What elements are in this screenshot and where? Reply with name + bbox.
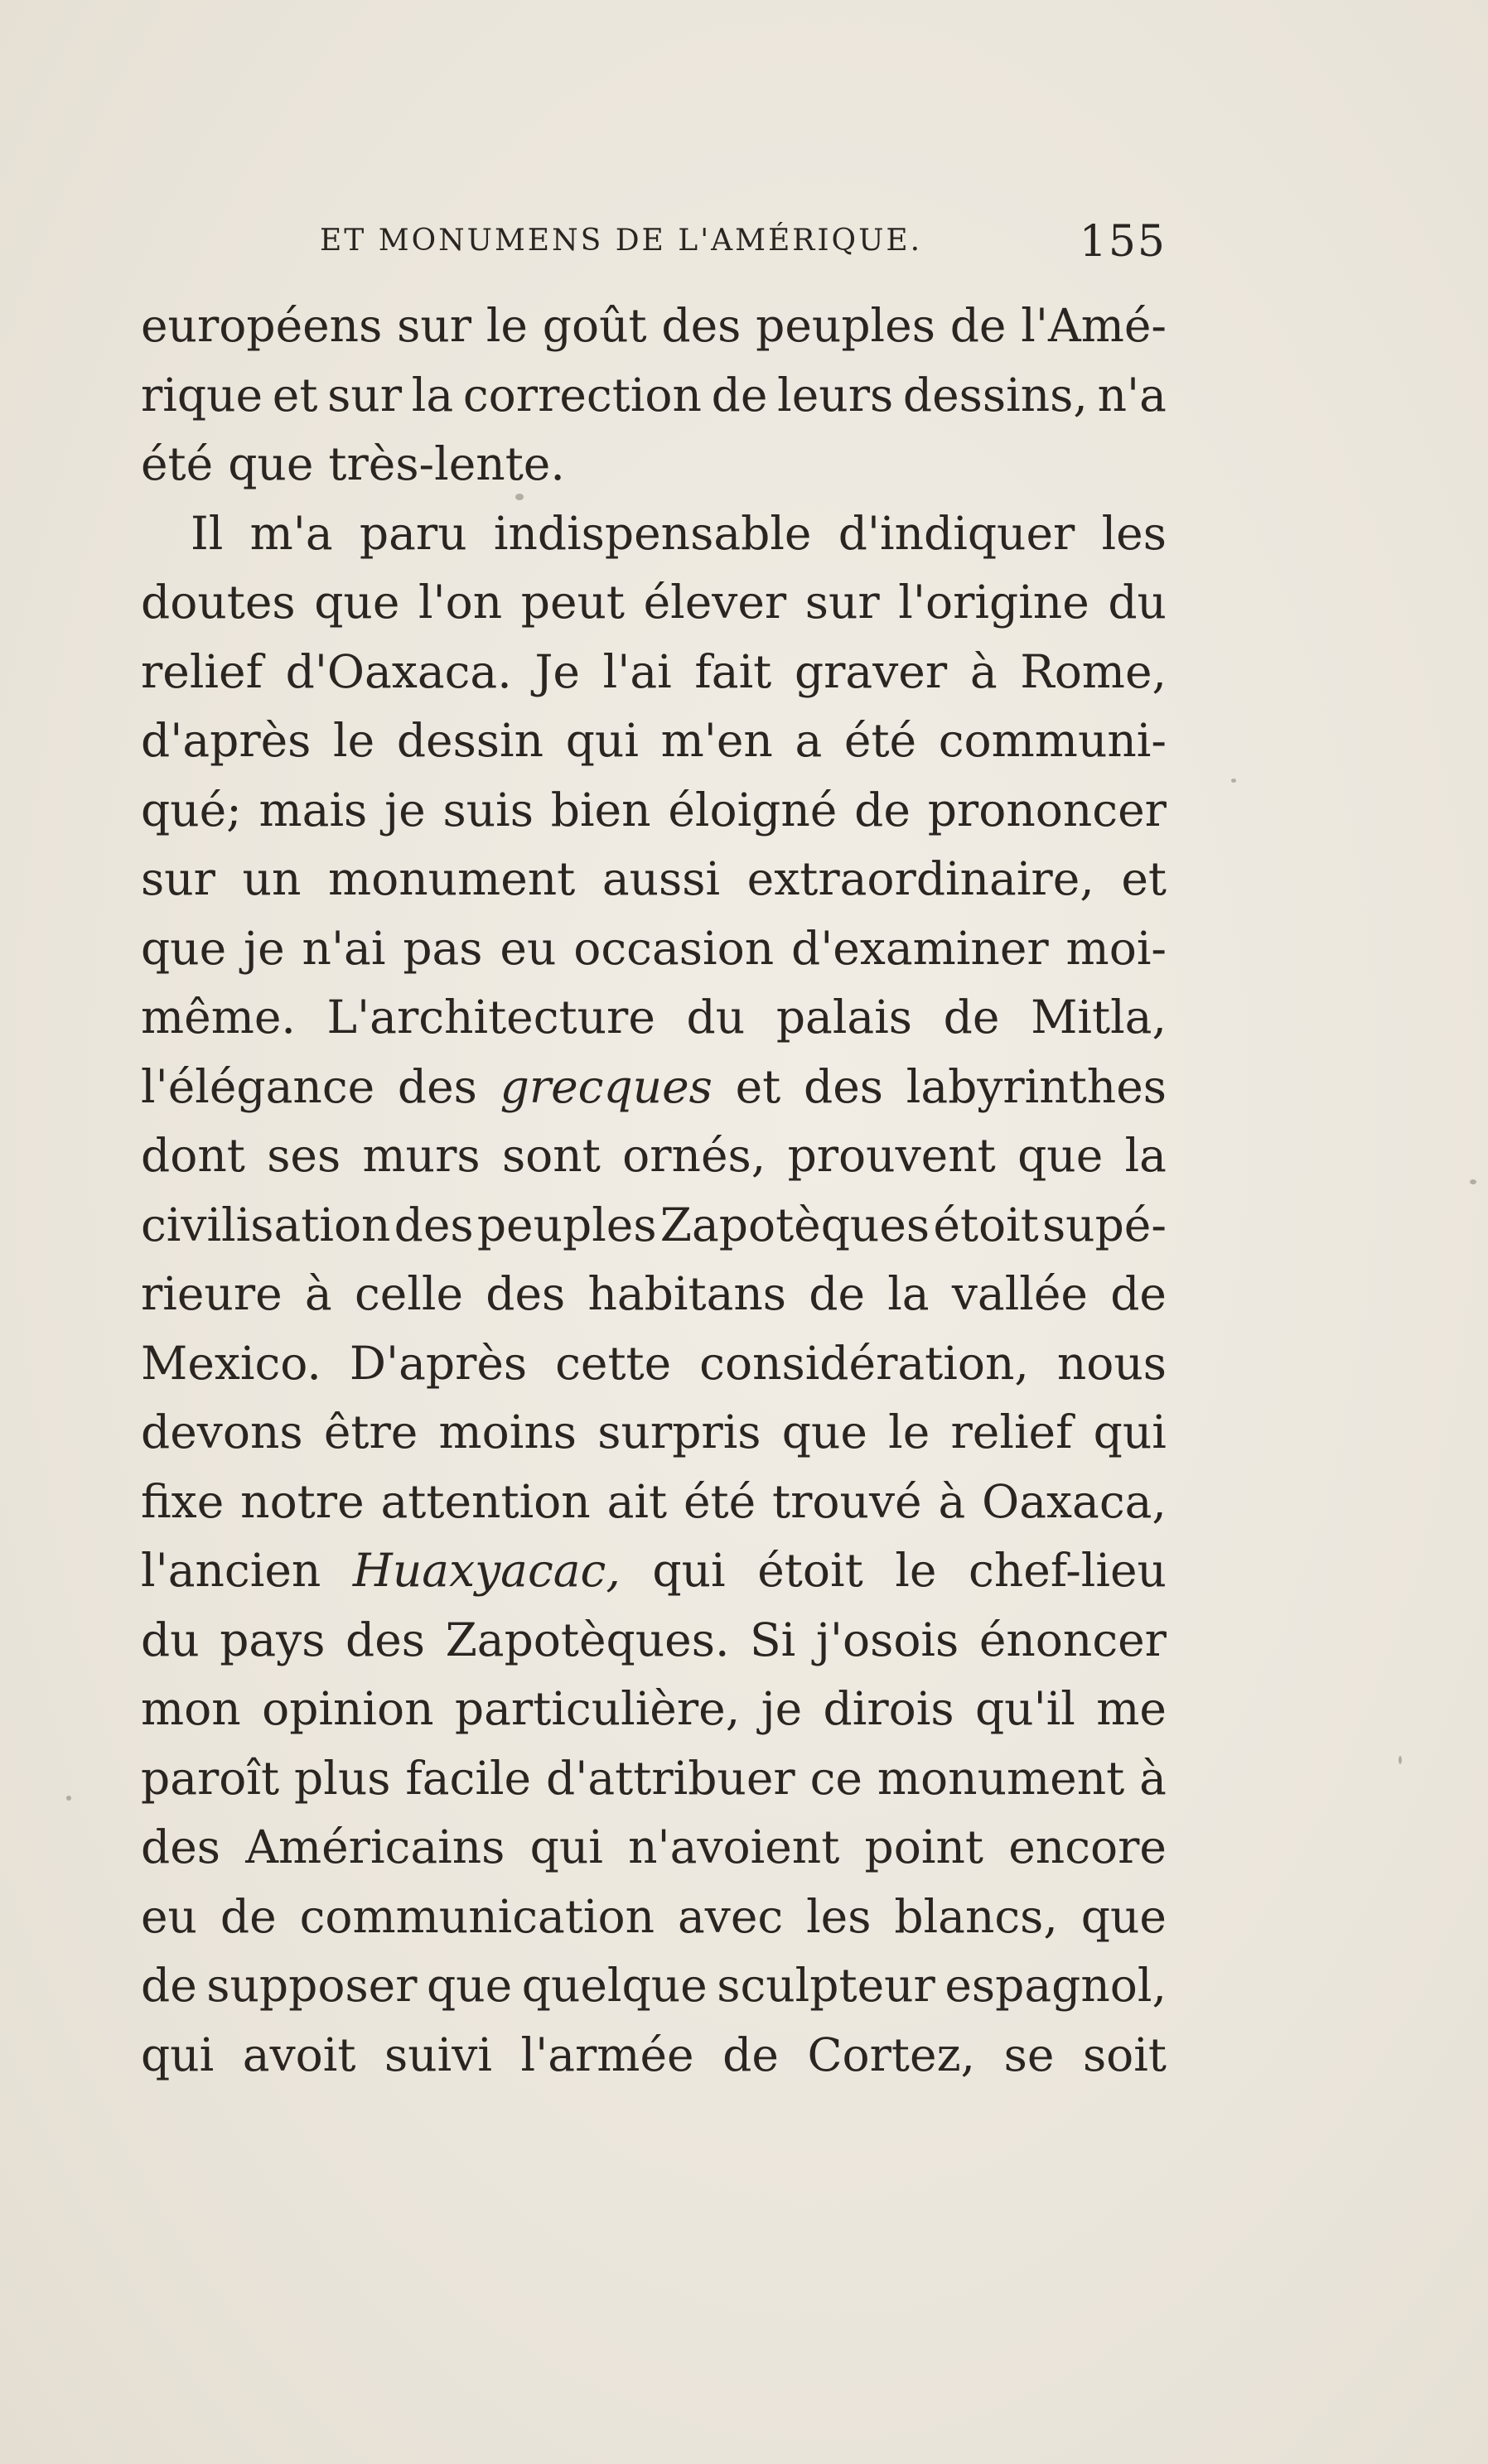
- word: civilisation: [141, 1198, 391, 1251]
- word: n'a: [1097, 368, 1167, 422]
- word: avec: [677, 1889, 784, 1943]
- word: Mitla,: [1031, 991, 1167, 1044]
- word: à: [304, 1267, 332, 1320]
- text-line: [141, 1536, 1167, 1606]
- word: palais: [775, 991, 913, 1044]
- italic-word: grecques: [500, 1059, 713, 1113]
- word: éloigné: [668, 783, 838, 837]
- word: de: [711, 368, 768, 422]
- word: de: [854, 783, 911, 837]
- word: soit: [1082, 2028, 1167, 2081]
- word: un: [242, 852, 302, 905]
- word: pays: [220, 1613, 326, 1666]
- word: de: [943, 991, 1000, 1044]
- running-head: [143, 217, 1167, 267]
- word: eu: [141, 1889, 197, 1943]
- word: n'avoient: [628, 1820, 840, 1873]
- word: aussi: [601, 852, 721, 905]
- word: surpris: [597, 1406, 761, 1459]
- word: Je: [534, 644, 580, 698]
- word: l'Amé-: [1021, 299, 1167, 352]
- word: relief: [141, 644, 263, 698]
- text-line: [141, 1121, 1167, 1191]
- word: nous: [1056, 1336, 1167, 1390]
- word: moi-: [1065, 921, 1167, 975]
- word: qui: [565, 714, 639, 767]
- word: bien: [550, 783, 651, 837]
- word: eu: [500, 921, 557, 975]
- word: que: [781, 1406, 867, 1459]
- word: à: [969, 644, 998, 698]
- paper-speck: [1231, 779, 1236, 783]
- word: très-lente.: [328, 437, 565, 490]
- word: fixe: [141, 1474, 225, 1528]
- word: sur: [397, 299, 472, 352]
- word: murs: [362, 1129, 481, 1182]
- text-line: [141, 1329, 1167, 1399]
- body-text: [141, 292, 1167, 2090]
- word: supposer: [206, 1959, 418, 2012]
- word: quelque: [521, 1959, 708, 2012]
- word: occasion: [573, 921, 775, 975]
- word: Si: [749, 1613, 796, 1666]
- word: se: [1003, 2028, 1055, 2081]
- word: du: [1108, 576, 1167, 629]
- word: rique: [141, 368, 263, 422]
- word: plus: [294, 1751, 391, 1805]
- word: prononcer: [927, 783, 1167, 837]
- word: point: [864, 1820, 983, 1873]
- text-line: [141, 568, 1167, 638]
- word: indispensable: [493, 506, 812, 560]
- text-line: [141, 1468, 1167, 1537]
- word: ornés,: [622, 1129, 766, 1182]
- word: espagnol,: [944, 1959, 1167, 2012]
- word: peuples: [476, 1198, 657, 1251]
- word: moins: [438, 1406, 577, 1459]
- word: que: [141, 921, 227, 975]
- text-line: [141, 914, 1167, 984]
- word: dessins,: [902, 368, 1088, 422]
- word: correction: [462, 368, 702, 422]
- word: être: [323, 1406, 418, 1459]
- word: facile: [405, 1751, 532, 1805]
- word: Rome,: [1020, 644, 1167, 698]
- word: supé-: [1041, 1198, 1167, 1251]
- text-line: [141, 430, 1167, 499]
- word: relief: [950, 1406, 1073, 1459]
- word: à: [938, 1474, 966, 1528]
- word: opinion: [262, 1682, 434, 1735]
- word: que: [427, 1959, 513, 2012]
- word: ce: [809, 1751, 862, 1805]
- word: attention: [380, 1474, 591, 1528]
- word: considération,: [699, 1336, 1029, 1390]
- text-line: [141, 1260, 1167, 1329]
- word: suivi: [384, 2028, 492, 2081]
- text-line: [141, 361, 1167, 431]
- word: énoncer: [978, 1613, 1167, 1666]
- text-line: [141, 1744, 1167, 1814]
- word: l'origine: [898, 576, 1089, 629]
- word: doutes: [141, 576, 296, 629]
- word: dirois: [823, 1682, 954, 1735]
- word: labyrinthes: [906, 1059, 1167, 1113]
- italic-word: Huaxyacac,: [352, 1544, 621, 1597]
- word: Zapotèques: [659, 1198, 930, 1251]
- word: communi-: [938, 714, 1167, 767]
- word: que: [1080, 1889, 1167, 1943]
- word: Il: [191, 506, 224, 560]
- text-line: [141, 1675, 1167, 1744]
- word: de: [809, 1267, 865, 1320]
- word: rieure: [141, 1267, 283, 1320]
- word: été: [683, 1474, 756, 1528]
- paper-speck: [515, 494, 524, 500]
- word: des: [345, 1613, 426, 1666]
- word: élever: [643, 576, 787, 629]
- word: des: [804, 1059, 883, 1113]
- word: ses: [267, 1129, 341, 1182]
- word: sur: [804, 576, 880, 629]
- word: avoit: [242, 2028, 356, 2081]
- word: du: [686, 991, 746, 1044]
- word: graver: [794, 644, 948, 698]
- running-head-title: ET MONUMENS DE L'AMÉRIQUE.: [320, 224, 923, 258]
- word: j'osois: [815, 1613, 959, 1666]
- word: encore: [1008, 1820, 1167, 1873]
- word: la: [411, 368, 454, 422]
- word: peut: [520, 576, 626, 629]
- word: été: [843, 714, 917, 767]
- word: paroît: [141, 1751, 280, 1805]
- word: qui: [1093, 1406, 1167, 1459]
- word: de: [722, 2028, 779, 2081]
- word: D'après: [349, 1336, 528, 1390]
- text-line: [141, 499, 1167, 569]
- word: d'après: [141, 714, 312, 767]
- word: je: [384, 783, 426, 837]
- word: qui: [141, 2028, 215, 2081]
- word: de: [1110, 1267, 1167, 1320]
- word: des: [486, 1267, 566, 1320]
- word: la: [1124, 1129, 1167, 1182]
- word: qu'il: [974, 1682, 1075, 1735]
- word: Américains: [245, 1820, 505, 1873]
- word: que: [228, 437, 314, 490]
- paper-speck: [1470, 1179, 1476, 1184]
- word: monument: [327, 852, 576, 905]
- word: Mexico.: [141, 1336, 321, 1390]
- word: notre: [240, 1474, 365, 1528]
- word: du: [141, 1613, 200, 1666]
- word: trouvé: [772, 1474, 922, 1528]
- word: mais: [258, 783, 368, 837]
- word: me: [1096, 1682, 1167, 1735]
- text-line: [141, 638, 1167, 707]
- word: des: [397, 1059, 477, 1113]
- word: Oaxaca,: [982, 1474, 1167, 1528]
- word: m'en: [660, 714, 773, 767]
- word: extraordinaire,: [746, 852, 1094, 905]
- word: cette: [555, 1336, 672, 1390]
- word: d'Oaxaca.: [285, 644, 512, 698]
- word: européens: [141, 299, 383, 352]
- word: de: [141, 1959, 197, 2012]
- word: leurs: [777, 368, 894, 422]
- word: de: [949, 299, 1007, 352]
- word: habitans: [587, 1267, 787, 1320]
- word: n'ai: [302, 921, 386, 975]
- text-line: [141, 1053, 1167, 1122]
- word: je: [761, 1682, 803, 1735]
- word: et: [272, 368, 318, 422]
- word: d'attribuer: [546, 1751, 795, 1805]
- text-line: [141, 292, 1167, 361]
- word: Zapotèques.: [445, 1613, 730, 1666]
- text-line: [141, 1813, 1167, 1883]
- word: l'armée: [520, 2028, 694, 2081]
- text-line: [141, 1606, 1167, 1676]
- page-number: 155: [1079, 217, 1167, 267]
- word: et: [1121, 852, 1167, 905]
- text-line: [141, 1951, 1167, 2021]
- text-line: [141, 1191, 1167, 1261]
- word: le: [333, 714, 375, 767]
- word: ait: [606, 1474, 668, 1528]
- word: mon: [141, 1682, 241, 1735]
- word: a: [795, 714, 823, 767]
- word: chef-lieu: [969, 1544, 1167, 1597]
- word: été: [141, 437, 214, 490]
- word: d'indiquer: [838, 506, 1075, 560]
- word: devons: [141, 1406, 303, 1459]
- word: celle: [354, 1267, 464, 1320]
- word: qué;: [141, 783, 242, 837]
- word: l'on: [418, 576, 503, 629]
- text-line: [141, 776, 1167, 846]
- text-line: [141, 983, 1167, 1053]
- word: le: [895, 1544, 937, 1597]
- word: prouvent: [787, 1129, 996, 1182]
- word: les: [1101, 506, 1167, 560]
- word: blancs,: [894, 1889, 1058, 1943]
- word: la: [887, 1267, 930, 1320]
- word: monument: [877, 1751, 1125, 1805]
- word: je: [244, 921, 285, 975]
- text-line: [141, 1398, 1167, 1468]
- word: sculpteur: [717, 1959, 935, 2012]
- word: que: [1017, 1129, 1104, 1182]
- word: l'ancien: [141, 1544, 321, 1597]
- word: étoit: [933, 1198, 1039, 1251]
- word: Cortez,: [807, 2028, 976, 2081]
- word: les: [806, 1889, 872, 1943]
- word: des: [394, 1198, 474, 1251]
- word: pas: [403, 921, 483, 975]
- word: étoit: [757, 1544, 863, 1597]
- word: sont: [501, 1129, 601, 1182]
- word: L'architecture: [326, 991, 655, 1044]
- word: même.: [141, 991, 296, 1044]
- word: particulière,: [454, 1682, 741, 1735]
- word: goût: [542, 299, 647, 352]
- word: vallée: [951, 1267, 1088, 1320]
- word: à: [1139, 1751, 1167, 1805]
- word: de: [220, 1889, 277, 1943]
- word: des: [141, 1820, 220, 1873]
- text-line: [141, 706, 1167, 776]
- word: suis: [442, 783, 534, 837]
- word: fait: [694, 644, 772, 698]
- paper-speck: [1399, 1756, 1402, 1764]
- text-line: [141, 2021, 1167, 2090]
- word: sur: [327, 368, 403, 422]
- word: dessin: [396, 714, 544, 767]
- word: l'élégance: [141, 1059, 375, 1113]
- word: des: [661, 299, 742, 352]
- word: que: [314, 576, 400, 629]
- word: dont: [141, 1129, 245, 1182]
- word: communication: [299, 1889, 655, 1943]
- text-line: [141, 1883, 1167, 1952]
- word: paru: [359, 506, 467, 560]
- word: peuples: [756, 299, 935, 352]
- word: qui: [652, 1544, 726, 1597]
- word: m'a: [249, 506, 333, 560]
- text-line: [141, 845, 1167, 914]
- word: le: [486, 299, 528, 352]
- word: et: [735, 1059, 781, 1113]
- word: l'ai: [602, 644, 672, 698]
- word: d'examiner: [790, 921, 1049, 975]
- word: qui: [529, 1820, 603, 1873]
- word: le: [888, 1406, 930, 1459]
- paper-speck: [66, 1796, 71, 1801]
- word: sur: [141, 852, 215, 905]
